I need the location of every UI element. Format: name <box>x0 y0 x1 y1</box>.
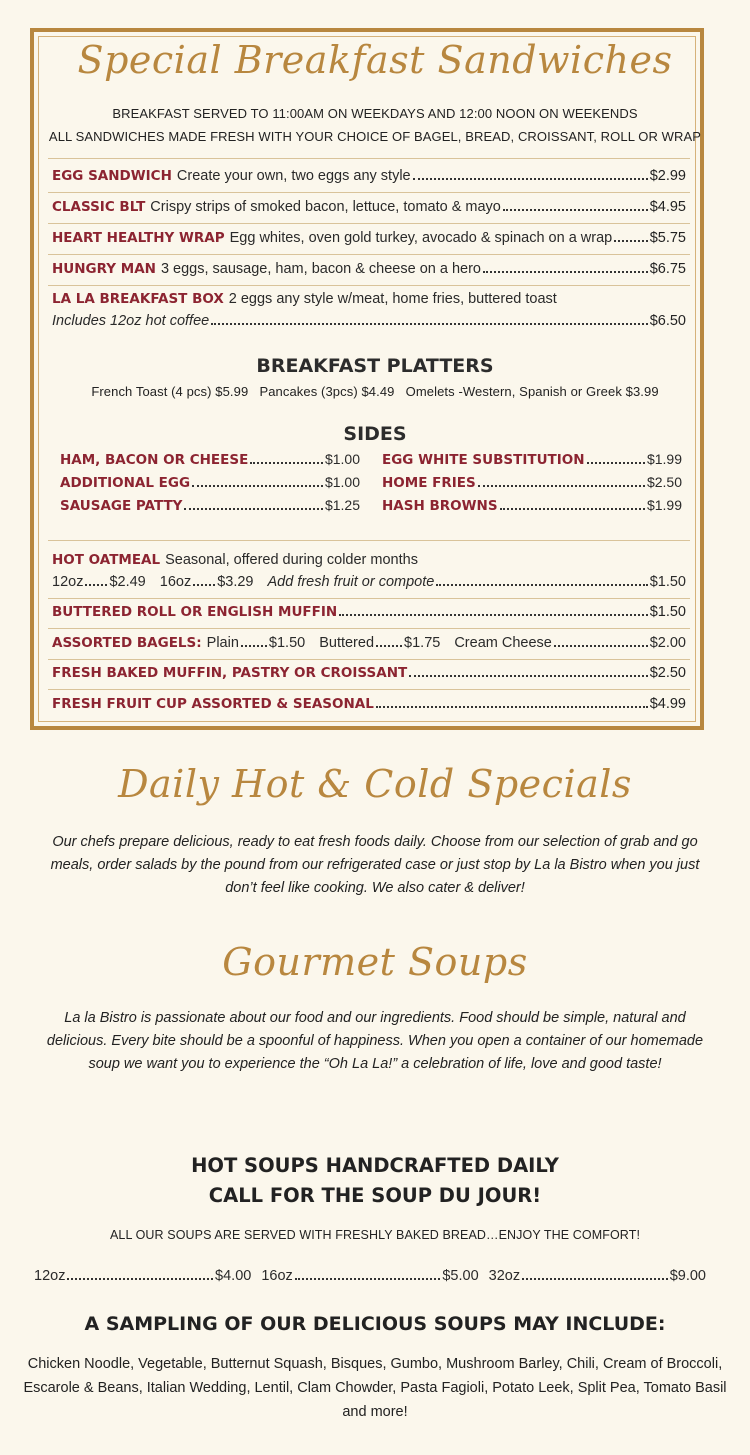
breakfast-hours-note: BREAKFAST SERVED TO 11:00AM ON WEEKDAYS AND 12:00 NOON ON WEEKENDS <box>112 106 638 121</box>
dot-leader <box>193 584 215 586</box>
side-name: HAM, BACON OR CHEESE <box>60 452 249 468</box>
bagel-price: $1.50 <box>268 635 306 651</box>
menu-item-fruit-cup <box>52 696 686 712</box>
item-price: $2.50 <box>649 665 686 681</box>
dot-leader <box>339 614 648 616</box>
divider <box>48 598 690 599</box>
hot-soups-heading: HOT SOUPS HANDCRAFTED DAILY <box>191 1154 559 1177</box>
menu-item-breakfast-box <box>52 291 686 307</box>
oat-price: $2.49 <box>109 574 146 590</box>
item-desc: Crispy strips of smoked bacon, lettuce, tomato & mayo <box>150 199 501 215</box>
divider <box>48 254 690 255</box>
gourmet-soups-title: Gourmet Soups <box>222 940 528 984</box>
dot-leader <box>436 584 647 586</box>
soup-size-16oz <box>261 1268 478 1284</box>
menu-item-fresh-muffin <box>52 665 686 681</box>
dot-leader <box>503 209 648 211</box>
soup-sampling-list: Chicken Noodle, Vegetable, Butternut Squash, Bisques, Gumbo, Mushroom Barley, Chili, Cream of Broccoli, Escarole & Beans, Italian Wedding, Lentil, Clam Chowder, Pasta Fagioli, Potato Leek, Split Pea, Tomato Basil and more! <box>23 1356 727 1420</box>
item-name: EGG SANDWICH <box>52 168 172 184</box>
dot-leader <box>376 706 648 708</box>
side-price: $1.00 <box>324 474 360 490</box>
item-desc: Create your own, two eggs any style <box>176 168 411 184</box>
dot-leader <box>241 645 267 647</box>
dot-leader <box>184 508 323 510</box>
bagel-option: Plain <box>206 635 239 651</box>
sides-heading: SIDES <box>343 423 407 445</box>
item-name: BUTTERED ROLL OR ENGLISH MUFFIN <box>52 604 338 620</box>
bread-note: ALL OUR SOUPS ARE SERVED WITH FRESHLY BAKED BREAD…ENJOY THE COMFORT! <box>109 1228 641 1242</box>
side-price: $1.99 <box>646 497 682 513</box>
oat-addon-price: $1.50 <box>649 574 686 590</box>
side-item <box>382 451 682 468</box>
menu-item-hungry-man <box>52 261 686 277</box>
item-name: FRESH FRUIT CUP ASSORTED & SEASONAL <box>52 696 374 712</box>
dot-leader <box>614 240 647 242</box>
divider <box>48 659 690 660</box>
menu-item-buttered-roll <box>52 604 686 620</box>
item-price: $1.50 <box>649 604 686 620</box>
item-price: $4.99 <box>649 696 686 712</box>
menu-item-classic-blt <box>52 199 686 215</box>
side-name: HOME FRIES <box>382 475 476 491</box>
item-name: CLASSIC BLT <box>52 199 146 215</box>
soup-price: $4.00 <box>215 1268 252 1284</box>
bagel-price: $2.00 <box>649 635 686 651</box>
side-item <box>60 497 360 514</box>
soup-sizes <box>34 1268 706 1284</box>
item-price: $2.99 <box>649 168 686 184</box>
dot-leader <box>295 1278 441 1280</box>
side-name: ADDITIONAL EGG <box>60 475 191 491</box>
bagel-option: Cream Cheese <box>454 635 552 651</box>
dot-leader <box>67 1278 213 1280</box>
divider <box>48 223 690 224</box>
menu-item-heart-healthy-wrap <box>52 230 686 246</box>
item-price: $5.75 <box>649 230 686 246</box>
platters-heading: BREAKFAST PLATTERS <box>256 355 494 377</box>
item-price: $4.95 <box>649 199 686 215</box>
item-desc: 2 eggs any style w/meat, home fries, buttered toast <box>228 291 557 307</box>
side-item <box>60 451 360 468</box>
divider <box>48 628 690 629</box>
divider <box>48 285 690 286</box>
dot-leader <box>85 584 107 586</box>
oat-addon: Add fresh fruit or compote <box>267 574 435 590</box>
menu-item-assorted-bagels <box>52 635 686 651</box>
dot-leader <box>192 485 323 487</box>
divider <box>48 158 690 159</box>
dot-leader <box>500 508 645 510</box>
bagel-price: $1.75 <box>404 635 441 651</box>
side-item <box>382 497 682 514</box>
dot-leader <box>250 462 323 464</box>
side-price: $2.50 <box>646 474 682 490</box>
soup-size: 16oz <box>261 1268 293 1284</box>
gourmet-soups-text: La la Bistro is passionate about our food and our ingredients. Food should be simple, natural and delicious. Every bite should be a spoonful of happiness. When you open a container of our homemade soup we want you to experience the “Oh La La!” a celebration of life, love and good taste! <box>46 1010 704 1072</box>
side-price: $1.25 <box>324 497 360 513</box>
item-price: $6.75 <box>649 261 686 277</box>
side-price: $1.99 <box>646 451 682 467</box>
side-name: EGG WHITE SUBSTITUTION <box>382 452 585 468</box>
dot-leader <box>376 645 402 647</box>
side-name: HASH BROWNS <box>382 498 498 514</box>
item-name: FRESH BAKED MUFFIN, PASTRY OR CROISSANT <box>52 665 408 681</box>
soup-price: $5.00 <box>442 1268 479 1284</box>
side-item <box>382 474 682 491</box>
item-name: LA LA BREAKFAST BOX <box>52 291 224 307</box>
soup-size-12oz <box>34 1268 251 1284</box>
breakfast-title: Special Breakfast Sandwiches <box>77 38 673 82</box>
side-item <box>60 474 360 491</box>
menu-item-hot-oatmeal <box>52 552 686 568</box>
oat-size: 12oz <box>52 574 84 590</box>
menu-item-breakfast-box-line2 <box>52 313 686 329</box>
platters-line: French Toast (4 pcs) $5.99 Pancakes (3pcs) $4.49 Omelets -Western, Spanish or Greek $3.99 <box>91 384 659 399</box>
soup-size: 12oz <box>34 1268 66 1284</box>
oat-price: $3.29 <box>217 574 254 590</box>
item-name: HUNGRY MAN <box>52 261 156 277</box>
dot-leader <box>409 675 647 677</box>
oatmeal-sizes <box>52 574 686 590</box>
soup-du-jour-heading: CALL FOR THE SOUP DU JOUR! <box>208 1184 542 1207</box>
dot-leader <box>522 1278 668 1280</box>
divider <box>48 540 690 541</box>
item-name: ASSORTED BAGELS: <box>52 635 202 651</box>
dot-leader <box>587 462 645 464</box>
item-name: HEART HEALTHY WRAP <box>52 230 225 246</box>
divider <box>48 192 690 193</box>
bagel-option: Buttered <box>319 635 375 651</box>
soup-price: $9.00 <box>669 1268 706 1284</box>
item-desc: Seasonal, offered during colder months <box>165 552 418 568</box>
breakfast-bread-note: ALL SANDWICHES MADE FRESH WITH YOUR CHOICE OF BAGEL, BREAD, CROISSANT, ROLL OR WRAP <box>48 129 702 144</box>
divider <box>48 689 690 690</box>
dot-leader <box>478 485 645 487</box>
item-name: HOT OATMEAL <box>52 552 161 568</box>
dot-leader <box>483 271 648 273</box>
soup-size: 32oz <box>488 1268 521 1284</box>
dot-leader <box>413 178 648 180</box>
daily-specials-text: Our chefs prepare delicious, ready to eat fresh foods daily. Choose from our selection of grab and go meals, order salads by the pound from our refrigerated case or just stop by La la Bistro when you just don’t feel like cooking. We also cater & deliver! <box>50 834 700 896</box>
side-price: $1.00 <box>324 451 360 467</box>
item-price: $6.50 <box>649 313 686 329</box>
item-desc-italic: Includes 12oz hot coffee <box>52 313 210 329</box>
soup-size-32oz <box>489 1268 706 1284</box>
menu-item-egg-sandwich <box>52 168 686 184</box>
dot-leader <box>211 323 648 325</box>
item-desc: 3 eggs, sausage, ham, bacon & cheese on a hero <box>160 261 481 277</box>
sampling-heading: A SAMPLING OF OUR DELICIOUS SOUPS MAY INCLUDE: <box>84 1313 666 1335</box>
oat-size: 16oz <box>159 574 192 590</box>
daily-specials-title: Daily Hot & Cold Specials <box>118 762 632 806</box>
dot-leader <box>554 645 648 647</box>
item-desc: Egg whites, oven gold turkey, avocado & spinach on a wrap <box>229 230 613 246</box>
side-name: SAUSAGE PATTY <box>60 498 183 514</box>
